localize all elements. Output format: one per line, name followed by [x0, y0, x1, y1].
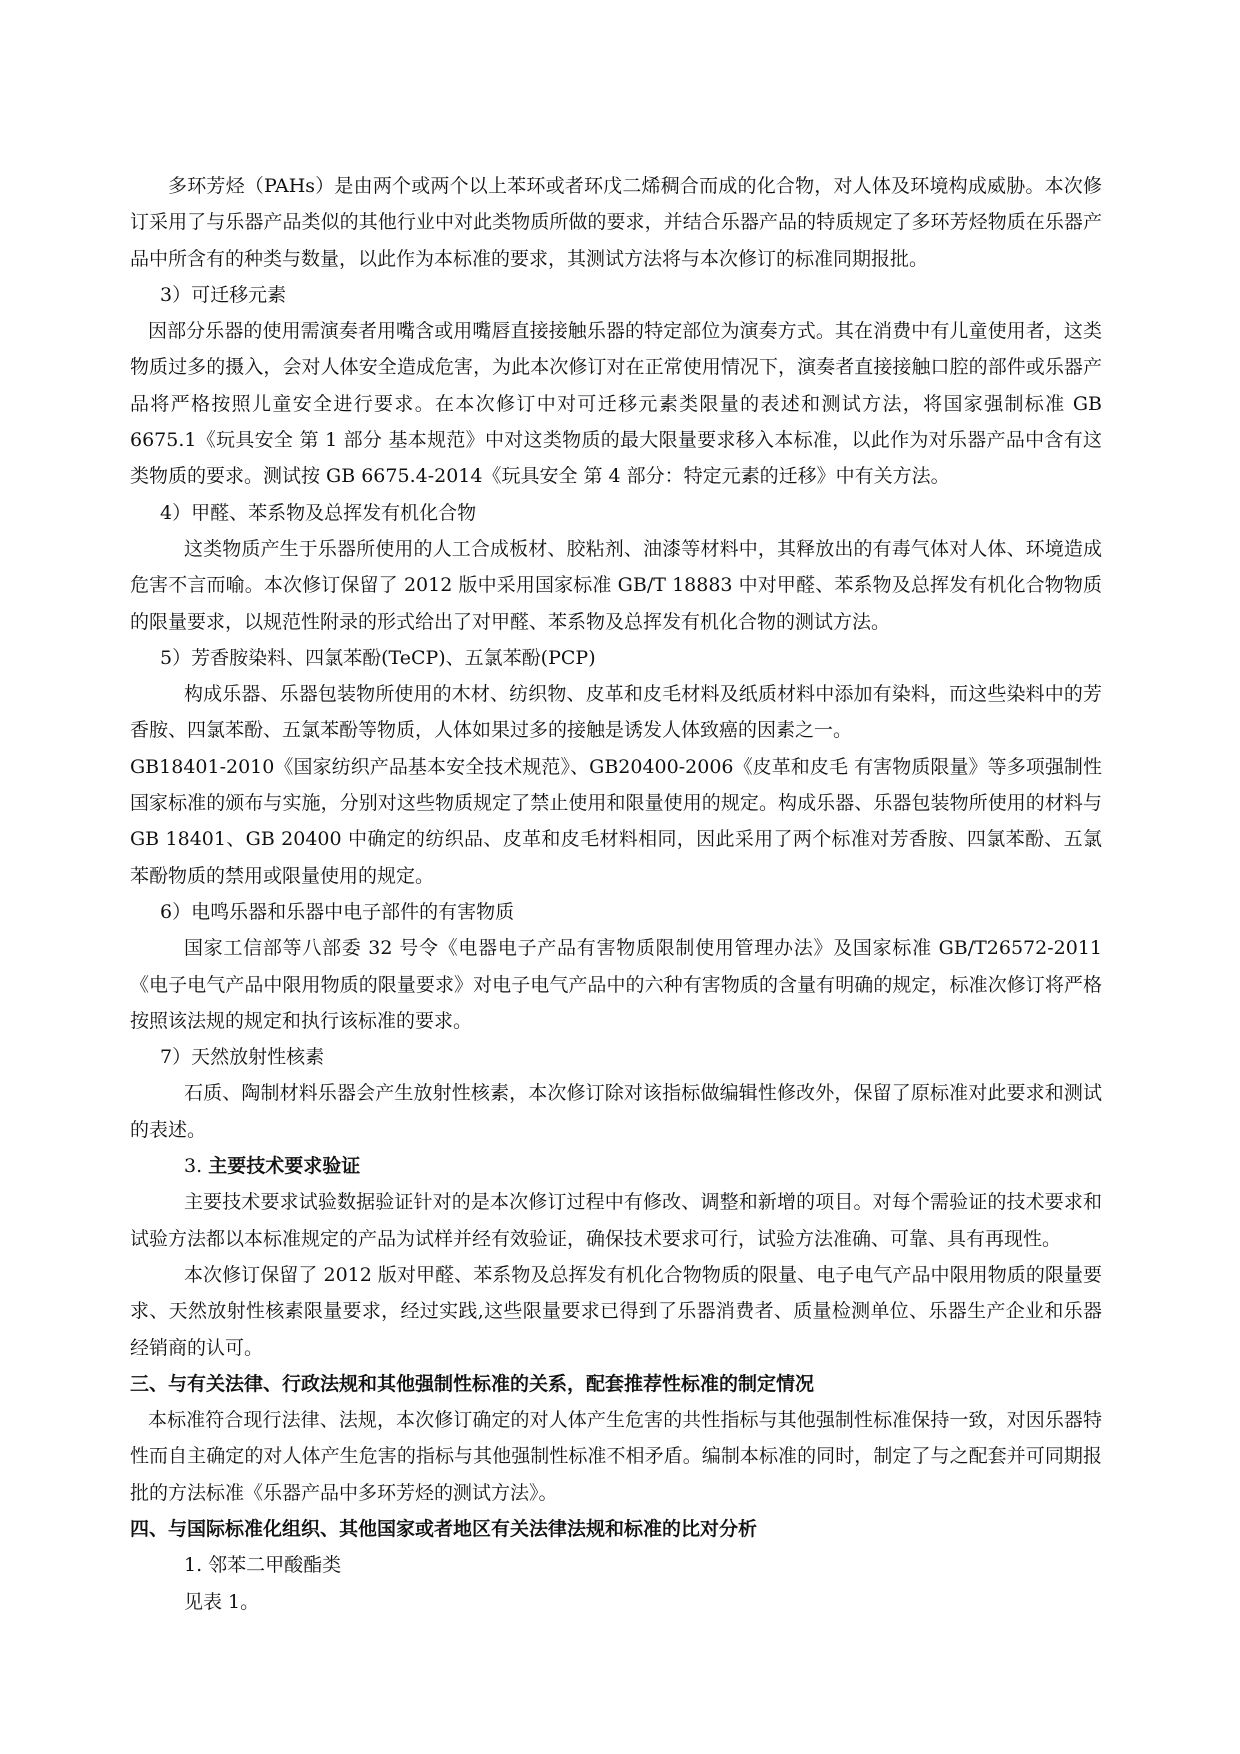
- heading-dyes: 5）芳香胺染料、四氯苯酚(TeCP)、五氯苯酚(PCP): [160, 646, 596, 669]
- heading-radioactive: 7）天然放射性核素: [160, 1046, 325, 1069]
- paragraph-verification-2: 本次修订保留了 2012 版对甲醛、苯系物及总挥发有机化合物物质的限量、电子电气产品中限用物质的限量要求、天然放射性核素限量要求，经过实践,这些限量要求已得到了乐器消费者、质量检测单位、乐器生产企业和乐器经销商的认可。: [130, 1263, 1102, 1359]
- heading-electronic: 6）电鸣乐器和乐器中电子部件的有害物质: [160, 900, 515, 923]
- heading-verification-number: 3.: [184, 1155, 203, 1178]
- paragraph-verification-1: 主要技术要求试验数据验证针对的是本次修订过程中有修改、调整和新增的项目。对每个需验证的技术要求和试验方法都以本标准规定的产品为试样并经有效验证，确保技术要求可行，试验方法准确、可靠、具有再现性。: [130, 1191, 1102, 1250]
- paragraph-pahs: 多环芳烃（PAHs）是由两个或两个以上苯环或者环戊二烯稠合而成的化合物，对人体及环境构成威胁。本次修订采用了与乐器产品类似的其他行业中对此类物质所做的要求，并结合乐器产品的特质规定了多环芳烃物质在乐器产品中所含有的种类与数量，以此作为本标准的要求，其测试方法将与本次修订的标准同期报批。: [130, 175, 1102, 270]
- heading-verification: [130, 1148, 1102, 1184]
- paragraph-see-table: 见表 1。: [184, 1590, 260, 1613]
- heading-phthalates: 1. 邻苯二甲酸酯类: [184, 1554, 342, 1577]
- paragraph-migratable-elements: 因部分乐器的使用需演奏者用嘴含或用嘴唇直接接触乐器的特定部位为演奏方式。其在消费中有儿童使用者，这类物质过多的摄入，会对人体安全造成危害，为此本次修订对在正常使用情况下，演奏者直接接触口腔的部件或乐器产品将严格按照儿童安全进行要求。在本次修订中对可迁移元素类限量的表述和测试方法，将国家强制标准 GB 6675.1《玩具安全 第 1 部分 基本规范》中对这类物质的最大限量要求移入本标准，以此作为对乐器产品中含有这类物质的要求。测试按 GB 6675.4-2014《玩具安全 第 4 部分：特定元素的迁移》中有关方法。: [130, 320, 1102, 488]
- paragraph-electronic: 国家工信部等八部委 32 号令《电器电子产品有害物质限制使用管理办法》及国家标准 GB/T26572-2011《电子电气产品中限用物质的限量要求》对电子电气产品中的六种有害物质的含量有明确的规定，标准次修订将严格按照该法规的规定和执行该标准的要求。: [130, 937, 1102, 1032]
- paragraph-section-3: 本标准符合现行法律、法规，本次修订确定的对人体产生危害的共性指标与其他强制性标准保持一致，对因乐器特性而自主确定的对人体产生危害的指标与其他强制性标准不相矛盾。编制本标准的同时，制定了与之配套并可同期报批的方法标准《乐器产品中多环芳烃的测试方法》。: [130, 1409, 1102, 1504]
- paragraph-dyes-2: GB18401-2010《国家纺织产品基本安全技术规范》、GB20400-2006《皮革和皮毛 有害物质限量》等多项强制性国家标准的颁布与实施，分别对这些物质规定了禁止使用和限量使用的规定。构成乐器、乐器包装物所使用的材料与 GB 18401、GB 20400 中确定的纺织品、皮革和皮毛材料相同，因此采用了两个标准对芳香胺、四氯苯酚、五氯苯酚物质的禁用或限量使用的规定。: [130, 755, 1102, 887]
- paragraph-radioactive: 石质、陶制材料乐器会产生放射性核素，本次修订除对该指标做编辑性修改外，保留了原标准对此要求和测试的表述。: [130, 1082, 1102, 1141]
- section-3-title: 三、与有关法律、行政法规和其他强制性标准的关系，配套推荐性标准的制定情况: [130, 1372, 815, 1395]
- document-page: [130, 168, 1102, 1620]
- section-4-title: 四、与国际标准化组织、其他国家或者地区有关法律法规和标准的比对分析: [130, 1517, 758, 1540]
- paragraph-dyes-1: 构成乐器、乐器包装物所使用的木材、纺织物、皮革和皮毛材料及纸质材料中添加有染料，而这些染料中的芳香胺、四氯苯酚、五氯苯酚等物质，人体如果过多的接触是诱发人体致癌的因素之一。: [130, 683, 1102, 742]
- heading-verification-title: 主要技术要求验证: [208, 1155, 361, 1178]
- heading-migratable-elements: 3）可迁移元素: [160, 283, 287, 306]
- paragraph-formaldehyde: 这类物质产生于乐器所使用的人工合成板材、胶粘剂、油漆等材料中，其释放出的有毒气体对人体、环境造成危害不言而喻。本次修订保留了 2012 版中采用国家标准 GB/T 18883 中对甲醛、苯系物及总挥发有机化合物物质的限量要求，以规范性附录的形式给出了对甲醛、苯系物及总挥发有机化合物的测试方法。: [130, 537, 1102, 633]
- heading-formaldehyde: 4）甲醛、苯系物及总挥发有机化合物: [160, 501, 477, 524]
